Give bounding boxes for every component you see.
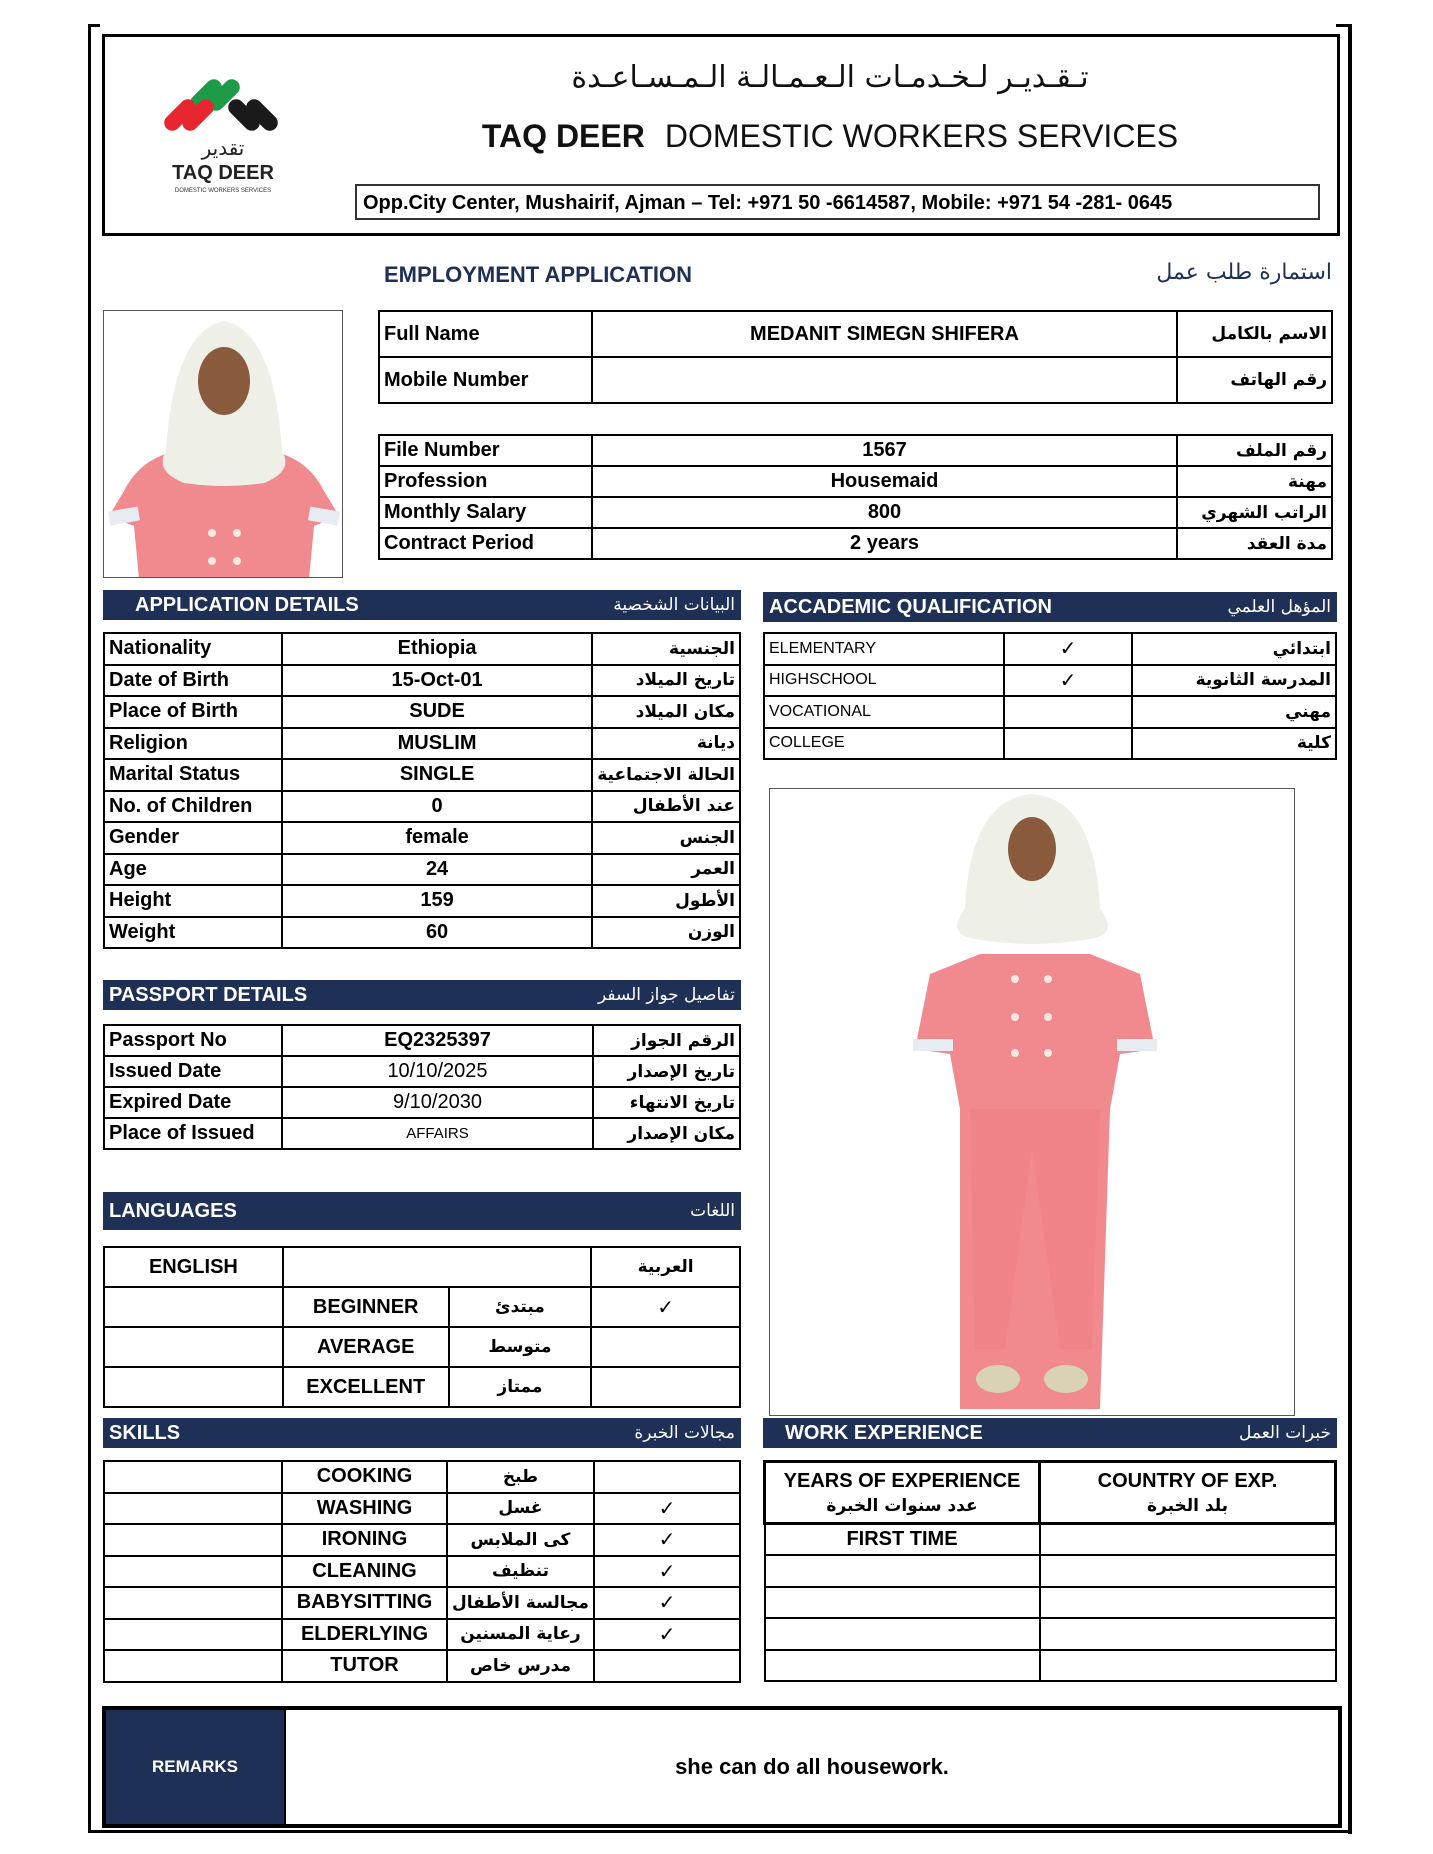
field-value: 2 years bbox=[592, 528, 1177, 559]
logo-pills-icon bbox=[158, 66, 288, 138]
table-row bbox=[379, 311, 1332, 357]
empty-cell bbox=[283, 1247, 591, 1287]
years-value bbox=[765, 1650, 1040, 1682]
field-label-arabic: مدة العقد bbox=[1177, 528, 1332, 559]
field-label-arabic: الوزن bbox=[592, 917, 740, 949]
skill-label-arabic: غسل bbox=[447, 1493, 594, 1525]
logo-subtitle: DOMESTIC WORKERS SERVICES bbox=[174, 188, 272, 194]
identity-table bbox=[378, 310, 1333, 404]
country-value bbox=[1040, 1587, 1336, 1619]
field-label: Weight bbox=[104, 917, 282, 949]
company-address: Opp.City Center, Mushairif, Ajman – Tel: +971 50 -6614587, Mobile: +971 54 -281- 0645 bbox=[355, 184, 1320, 220]
table-row bbox=[765, 1462, 1336, 1524]
field-value: 800 bbox=[592, 497, 1177, 528]
field-label: Contract Period bbox=[379, 528, 592, 559]
level-label: EXCELLENT bbox=[283, 1367, 449, 1407]
applicant-full-body-photo bbox=[769, 788, 1295, 1416]
field-label-arabic: الاسم بالكامل bbox=[1177, 311, 1332, 357]
frame-line bbox=[1348, 24, 1352, 1834]
qualification-label-arabic: مهني bbox=[1132, 696, 1336, 728]
skill-label: BABYSITTING bbox=[282, 1587, 447, 1619]
english-header: ENGLISH bbox=[104, 1247, 283, 1287]
field-label-arabic: رقم الملف bbox=[1177, 435, 1332, 466]
table-row bbox=[104, 1619, 740, 1651]
contract-table bbox=[378, 434, 1333, 560]
table-row bbox=[104, 1247, 740, 1287]
section-title: APPLICATION DETAILS bbox=[135, 593, 359, 616]
field-value: Housemaid bbox=[592, 466, 1177, 497]
country-value bbox=[1040, 1618, 1336, 1650]
years-value bbox=[765, 1618, 1040, 1650]
empty-cell bbox=[104, 1524, 282, 1556]
section-title: SKILLS bbox=[109, 1421, 181, 1444]
applicant-portrait-photo bbox=[103, 310, 343, 578]
table-row bbox=[765, 1618, 1336, 1650]
field-label-arabic: مهنة bbox=[1177, 466, 1332, 497]
years-value bbox=[765, 1587, 1040, 1619]
field-label-arabic: تاريخ الميلاد bbox=[592, 665, 740, 697]
remarks-box bbox=[102, 1706, 1342, 1828]
field-label: Full Name bbox=[379, 311, 592, 357]
country-value bbox=[1040, 1555, 1336, 1587]
field-label-arabic: عند الأطفال bbox=[592, 791, 740, 823]
company-name-arabic: تـقـديـر لـخـدمـات الـعـمـالـة الـمـسـاعـدة bbox=[571, 60, 1089, 95]
field-label-arabic: الراتب الشهري bbox=[1177, 497, 1332, 528]
field-label-arabic: تاريخ الانتهاء bbox=[593, 1087, 740, 1118]
qualification-label: ELEMENTARY bbox=[764, 633, 1004, 665]
table-row bbox=[104, 1025, 740, 1056]
country-value bbox=[1040, 1650, 1336, 1682]
english-level-check bbox=[104, 1327, 283, 1367]
field-value: EQ2325397 bbox=[282, 1025, 593, 1056]
field-label-arabic: رقم الهاتف bbox=[1177, 357, 1332, 403]
empty-cell bbox=[104, 1493, 282, 1525]
field-value: 9/10/2030 bbox=[282, 1087, 593, 1118]
table-row bbox=[764, 633, 1336, 665]
table-row bbox=[104, 1118, 740, 1149]
table-row bbox=[104, 917, 740, 949]
section-title: PASSPORT DETAILS bbox=[109, 983, 308, 1006]
arabic-level-check: ✓ bbox=[591, 1287, 740, 1327]
field-value: female bbox=[282, 822, 592, 854]
years-header-arabic: عدد سنوات الخبرة bbox=[826, 1495, 978, 1516]
arabic-level-check bbox=[591, 1367, 740, 1407]
frame-line bbox=[88, 1830, 1352, 1833]
frame-line bbox=[88, 24, 91, 246]
table-row bbox=[104, 1556, 740, 1588]
table-row bbox=[379, 528, 1332, 559]
field-label-arabic: الحالة الاجتماعية bbox=[592, 759, 740, 791]
table-row bbox=[104, 1587, 740, 1619]
field-label: Profession bbox=[379, 466, 592, 497]
skill-label: TUTOR bbox=[282, 1650, 447, 1682]
field-value: Ethiopia bbox=[282, 633, 592, 665]
table-row bbox=[104, 1087, 740, 1118]
field-label: Nationality bbox=[104, 633, 282, 665]
application-details-table bbox=[103, 632, 741, 949]
empty-cell bbox=[104, 1556, 282, 1588]
field-label-arabic: الجنس bbox=[592, 822, 740, 854]
table-row bbox=[104, 1461, 740, 1493]
languages-table bbox=[103, 1246, 741, 1408]
field-label: Religion bbox=[104, 728, 282, 760]
field-label: Passport No bbox=[104, 1025, 282, 1056]
checkmark-icon: ✓ bbox=[1004, 665, 1132, 697]
field-label-arabic: تاريخ الإصدار bbox=[593, 1056, 740, 1087]
company-tagline: DOMESTIC WORKERS SERVICES bbox=[664, 118, 1179, 154]
section-bar-passport bbox=[103, 980, 741, 1010]
table-row bbox=[104, 1056, 740, 1087]
table-row bbox=[379, 497, 1332, 528]
level-label-arabic: ممتاز bbox=[449, 1367, 592, 1407]
passport-table bbox=[103, 1024, 741, 1150]
checkmark-icon bbox=[594, 1461, 740, 1493]
field-value: 159 bbox=[282, 885, 592, 917]
logo-brand-text: TAQ DEER bbox=[172, 162, 274, 184]
skill-label-arabic: مدرس خاص bbox=[447, 1650, 594, 1682]
english-level-check bbox=[104, 1287, 283, 1327]
full-name-value: MEDANIT SIMEGN SHIFERA bbox=[592, 311, 1177, 357]
years-value: FIRST TIME bbox=[765, 1524, 1040, 1556]
section-bar-languages bbox=[103, 1192, 741, 1230]
section-title: WORK EXPERIENCE bbox=[785, 1421, 983, 1444]
field-value: 1567 bbox=[592, 435, 1177, 466]
field-label-arabic: الجنسية bbox=[592, 633, 740, 665]
checkmark-icon bbox=[1004, 728, 1132, 760]
field-value: AFFAIRS bbox=[282, 1118, 593, 1149]
field-value: 15-Oct-01 bbox=[282, 665, 592, 697]
checkmark-icon bbox=[1004, 696, 1132, 728]
level-label: BEGINNER bbox=[283, 1287, 449, 1327]
table-row bbox=[379, 466, 1332, 497]
table-row bbox=[765, 1587, 1336, 1619]
field-label-arabic: مكان الميلاد bbox=[592, 696, 740, 728]
skill-label-arabic: كى الملابس bbox=[447, 1524, 594, 1556]
field-label-arabic: مكان الإصدار bbox=[593, 1118, 740, 1149]
table-row bbox=[764, 665, 1336, 697]
field-label-arabic: العمر bbox=[592, 854, 740, 886]
level-label: AVERAGE bbox=[283, 1327, 449, 1367]
table-row bbox=[104, 665, 740, 697]
field-label: Issued Date bbox=[104, 1056, 282, 1087]
field-label: Date of Birth bbox=[104, 665, 282, 697]
skill-label-arabic: مجالسة الأطفال bbox=[447, 1587, 594, 1619]
section-title: ACCADEMIC QUALIFICATION bbox=[769, 595, 1052, 618]
field-value: SUDE bbox=[282, 696, 592, 728]
section-title-arabic: اللغات bbox=[690, 1201, 735, 1221]
table-row bbox=[764, 696, 1336, 728]
table-row bbox=[104, 696, 740, 728]
field-label-arabic: ديانة bbox=[592, 728, 740, 760]
skill-label-arabic: تنظيف bbox=[447, 1556, 594, 1588]
field-value: MUSLIM bbox=[282, 728, 592, 760]
years-value bbox=[765, 1555, 1040, 1587]
qualification-label: VOCATIONAL bbox=[764, 696, 1004, 728]
skill-label: ELDERLYING bbox=[282, 1619, 447, 1651]
field-label: Monthly Salary bbox=[379, 497, 592, 528]
table-row bbox=[764, 728, 1336, 760]
company-name bbox=[440, 118, 1220, 155]
section-title: LANGUAGES bbox=[109, 1199, 237, 1222]
table-row bbox=[104, 1327, 740, 1367]
qualification-label: HIGHSCHOOL bbox=[764, 665, 1004, 697]
skills-table bbox=[103, 1460, 741, 1683]
field-label: Gender bbox=[104, 822, 282, 854]
table-row bbox=[765, 1650, 1336, 1682]
skill-label: IRONING bbox=[282, 1524, 447, 1556]
field-value: 0 bbox=[282, 791, 592, 823]
country-header-label: COUNTRY OF EXP. bbox=[1097, 1469, 1278, 1492]
section-bar-work-experience bbox=[763, 1418, 1337, 1448]
table-row bbox=[379, 357, 1332, 403]
skill-label-arabic: رعاية المسنين bbox=[447, 1619, 594, 1651]
checkmark-icon bbox=[594, 1650, 740, 1682]
remarks-text: she can do all housework. bbox=[675, 1754, 949, 1779]
arabic-level-check bbox=[591, 1327, 740, 1367]
section-bar-skills bbox=[103, 1418, 741, 1448]
years-header-label: YEARS OF EXPERIENCE bbox=[783, 1469, 1021, 1492]
english-level-check bbox=[104, 1367, 283, 1407]
table-row bbox=[104, 1493, 740, 1525]
field-label: Height bbox=[104, 885, 282, 917]
form-title: EMPLOYMENT APPLICATION bbox=[384, 262, 692, 287]
section-bar-academic bbox=[763, 592, 1337, 622]
form-title-arabic: استمارة طلب عمل bbox=[1156, 260, 1332, 285]
mobile-number-value bbox=[592, 357, 1177, 403]
company-logo bbox=[158, 66, 288, 206]
skill-label-arabic: طبخ bbox=[447, 1461, 594, 1493]
empty-cell bbox=[104, 1587, 282, 1619]
table-row bbox=[765, 1524, 1336, 1556]
checkmark-icon: ✓ bbox=[594, 1619, 740, 1651]
qualification-label-arabic: كلية bbox=[1132, 728, 1336, 760]
qualification-label-arabic: المدرسة الثانوية bbox=[1132, 665, 1336, 697]
work-experience-table bbox=[763, 1460, 1337, 1682]
table-row bbox=[379, 435, 1332, 466]
field-value: SINGLE bbox=[282, 759, 592, 791]
field-label: No. of Children bbox=[104, 791, 282, 823]
field-value: 60 bbox=[282, 917, 592, 949]
table-row bbox=[104, 1524, 740, 1556]
field-label-arabic: الرقم الجواز bbox=[593, 1025, 740, 1056]
table-row bbox=[104, 633, 740, 665]
qualification-label-arabic: ابتدائي bbox=[1132, 633, 1336, 665]
years-header bbox=[765, 1462, 1040, 1524]
table-row bbox=[104, 1367, 740, 1407]
table-row bbox=[104, 885, 740, 917]
empty-cell bbox=[104, 1650, 282, 1682]
empty-cell bbox=[104, 1461, 282, 1493]
table-row bbox=[104, 759, 740, 791]
company-brand: TAQ DEER bbox=[481, 118, 645, 154]
arabic-header: العربية bbox=[591, 1247, 740, 1287]
skill-label: WASHING bbox=[282, 1493, 447, 1525]
field-label: Expired Date bbox=[104, 1087, 282, 1118]
academic-table bbox=[763, 632, 1337, 760]
table-row bbox=[104, 854, 740, 886]
field-value: 10/10/2025 bbox=[282, 1056, 593, 1087]
table-row bbox=[104, 791, 740, 823]
section-title-arabic: البيانات الشخصية bbox=[613, 595, 735, 615]
field-label: Mobile Number bbox=[379, 357, 592, 403]
section-title-arabic: مجالات الخبرة bbox=[634, 1423, 735, 1443]
field-label-arabic: الأطول bbox=[592, 885, 740, 917]
field-label: File Number bbox=[379, 435, 592, 466]
table-row bbox=[104, 728, 740, 760]
field-label: Place of Issued bbox=[104, 1118, 282, 1149]
table-row bbox=[104, 1287, 740, 1327]
checkmark-icon: ✓ bbox=[594, 1493, 740, 1525]
table-row bbox=[765, 1555, 1336, 1587]
checkmark-icon: ✓ bbox=[1004, 633, 1132, 665]
country-header-arabic: بلد الخبرة bbox=[1146, 1495, 1229, 1516]
remarks-label: REMARKS bbox=[106, 1710, 286, 1824]
section-bar-application-details bbox=[103, 590, 741, 620]
logo-arabic-text: تقدير bbox=[201, 136, 245, 160]
qualification-label: COLLEGE bbox=[764, 728, 1004, 760]
skill-label: COOKING bbox=[282, 1461, 447, 1493]
checkmark-icon: ✓ bbox=[594, 1524, 740, 1556]
empty-cell bbox=[104, 1619, 282, 1651]
table-row bbox=[104, 822, 740, 854]
field-label: Age bbox=[104, 854, 282, 886]
checkmark-icon: ✓ bbox=[594, 1556, 740, 1588]
frame-line bbox=[88, 236, 91, 1831]
table-row bbox=[104, 1650, 740, 1682]
section-title-arabic: خبرات العمل bbox=[1239, 1423, 1331, 1443]
field-value: 24 bbox=[282, 854, 592, 886]
country-header bbox=[1040, 1462, 1336, 1524]
skill-label: CLEANING bbox=[282, 1556, 447, 1588]
level-label-arabic: متوسط bbox=[449, 1327, 592, 1367]
section-title-arabic: تفاصيل جواز السفر bbox=[597, 985, 735, 1005]
field-label: Marital Status bbox=[104, 759, 282, 791]
country-value bbox=[1040, 1524, 1336, 1556]
level-label-arabic: مبتدئ bbox=[449, 1287, 592, 1327]
checkmark-icon: ✓ bbox=[594, 1587, 740, 1619]
section-title-arabic: المؤهل العلمي bbox=[1227, 597, 1331, 617]
field-label: Place of Birth bbox=[104, 696, 282, 728]
